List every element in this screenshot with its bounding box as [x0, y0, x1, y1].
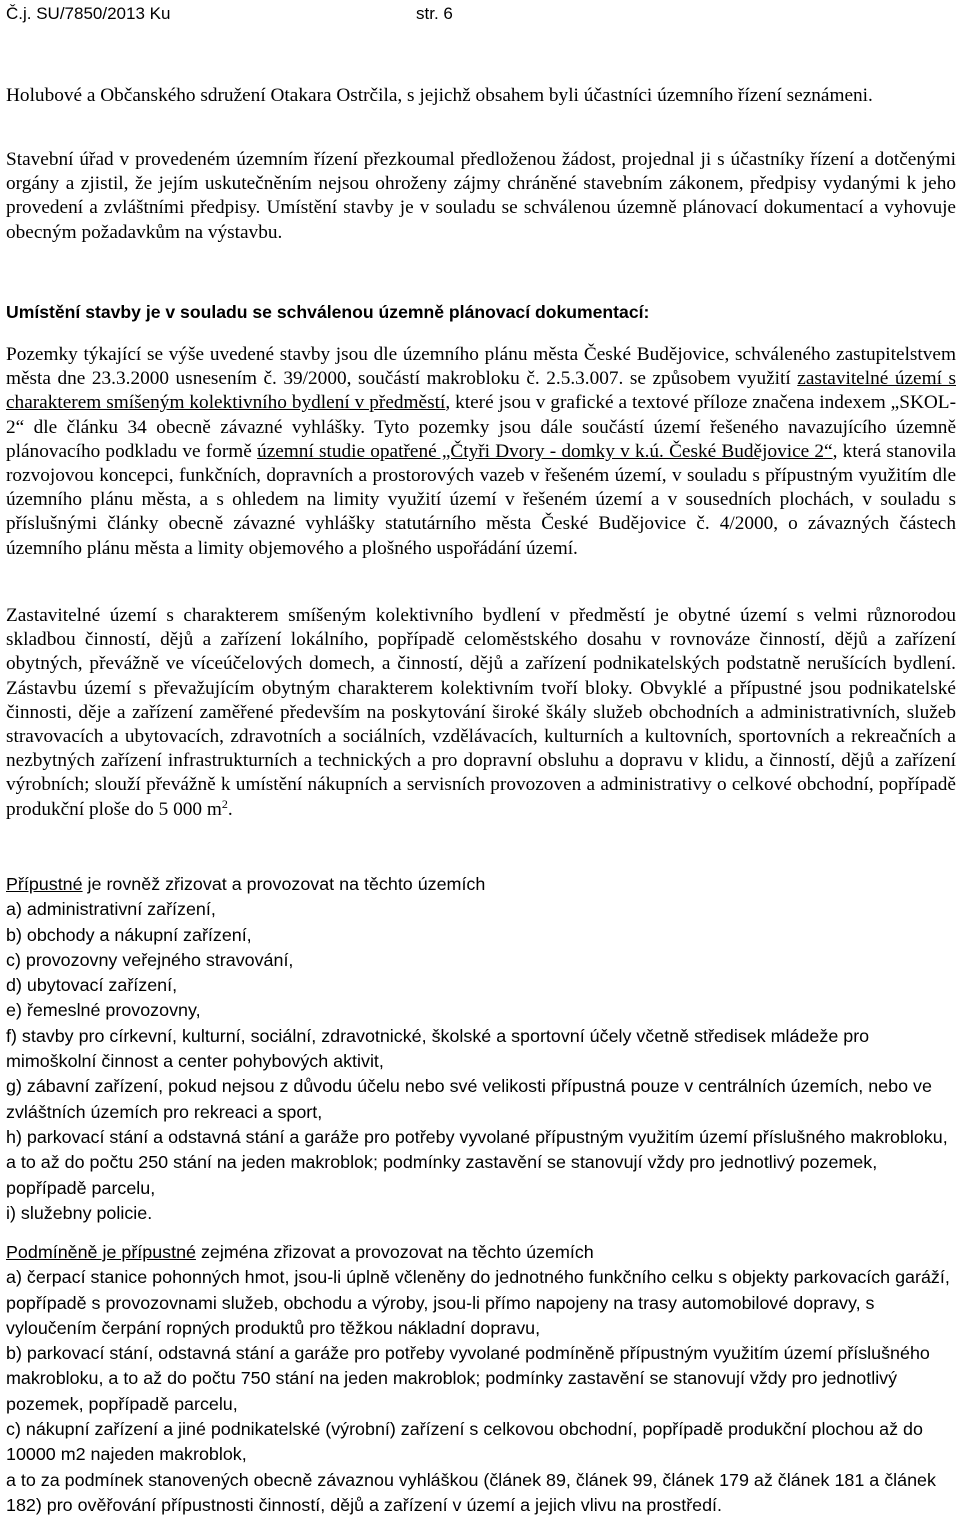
paragraph-area-description [6, 604, 956, 822]
superscript: 2 [221, 796, 228, 811]
zoning-text-3: , která stanovila rozvojovou koncepci, funkčních, dopravních a prostorových vazeb v řešeném území, v souladu s přípustným využitím dle územního plánu města, a s ohledem na limity využití území v řešeném území a v sousedních plochách, v souladu s příslušnými články obecně závazné vyhlášky statutárního města České Budějovice č. 4/2000, o závazných částech územního plánu města a limity objemového a plošného uspořádání území. [6, 440, 957, 559]
reference-number: Č.j. SU/7850/2013 Ku [6, 4, 171, 23]
allowed-item: f) stavby pro církevní, kulturní, sociální, zdravotnické, školské a sportovní účely včetně středisek mládeže pro mimoškolní činnost a center pohybových aktivit, [6, 1025, 870, 1072]
zoning-text-1: Pozemky týkající se výše uvedené stavby jsou dle územního plánu města České Budějovice, schváleného zastupitelstvem města dne 23.3.2000 usnesením č. 39/2000, součástí makrobloku č. 2.5.3.007. se způsobem využití [6, 344, 956, 390]
allowed-label: Přípustné [6, 874, 83, 894]
allowed-item: h) parkovací stání a odstavná stání a garáže pro potřeby vyvolané přípustným využitím území příslušného makrobloku, a to až do počtu 250 stání na jeden makroblok; podmínky zastavění se stanovují vždy pro jednotlivý pozemek, popřípadě parcelu, [6, 1126, 948, 1198]
paragraph-review: Stavební úřad v provedeném územním řízení přezkoumal předloženou žádost, projednal ji s účastníky řízení a dotčenými orgány a zjistil, že jejím uskutečněním nejsou ohroženy zájmy chráněné stavebním zákonem, předpisy vydanými k jeho provedení a zvláštními předpisy. Umístění stavby je v souladu se schválenou územně plánovací dokumentací a vyhovuje obecným požadavkům na výstavbu. [6, 149, 956, 243]
allowed-section [6, 872, 956, 1226]
allowed-item: e) řemeslné provozovny, [6, 1000, 201, 1021]
zoning-underlined-2: územní studie opatřené „Čtyři Dvory - domky v k.ú. České Budějovice 2“ [257, 440, 833, 462]
conditional-section [6, 1240, 956, 1518]
page-number: str. 6 [416, 4, 453, 23]
allowed-intro-text: je rovněž zřizovat a provozovat na těchto územích [82, 874, 486, 894]
allowed-item: d) ubytovací zařízení, [6, 975, 178, 996]
conditional-item: a) čerpací stanice pohonných hmot, jsou-li úplně včleněny do jednotného funkčního celku s objekty parkovacích garáží, popřípadě s provozovnami služeb, obchodu a výroby, jsou-li přímo napojeny na trasy automobilové dopravy, s vyloučením čerpání ropných produktů pro těžkou nákladní dopravu, [6, 1267, 950, 1338]
zoning-underlined-1: zastavitelné území s charakterem smíšeným kolektivního bydlení v předměstí [6, 368, 956, 414]
zoning-text-2: , které jsou v grafické a textové příloze značena indexem „SKOL-2“ dle článku 34 obecně závazné vyhlášky. Tyto pozemky jsou dále součástí území řešeného navazujícího územně plánovacího podkladu ve formě [6, 392, 956, 462]
conditional-label: Podmíněně je přípustné [6, 1242, 196, 1262]
paragraph-participants: Holubové a Občanského sdružení Otakara Ostrčila, s jejichž obsahem byli účastníci územního řízení seznámeni. [6, 85, 873, 106]
conditional-item: c) nákupní zařízení a jiné podnikatelské (výrobní) zařízení s celkovou obchodní, popřípadě produkční plochou až do 10000 m2 najeden makroblok, [6, 1419, 923, 1465]
conditional-item: b) parkovací stání, odstavná stání a garáže pro potřeby vyvolané podmíněně přípustným využitím území příslušného makrobloku, a to až do počtu 750 stání na jeden makroblok; podmínky zastavění se stanovují vždy pro jednotlivý pozemek, popřípadě parcelu, [6, 1343, 930, 1414]
conditional-intro [6, 1240, 956, 1265]
conditional-intro-text: zejména zřizovat a provozovat na těchto územích [195, 1242, 594, 1262]
area-description-end: . [227, 798, 233, 820]
section-heading: Umístění stavby je v souladu se schválenou územně plánovací dokumentací: [6, 302, 650, 322]
allowed-item: a) administrativní zařízení, [6, 899, 216, 920]
conditional-item: a to za podmínek stanovených obecně závaznou vyhláškou (článek 89, článek 99, článek 179 až článek 181 a článek 182) pro ověřování přípustnosti činností, dějů a zařízení v území a jejich vlivu na prostředí. [6, 1469, 936, 1515]
allowed-item: c) provozovny veřejného stravování, [6, 949, 294, 970]
paragraph-zoning [6, 343, 956, 561]
page-header [6, 4, 476, 24]
allowed-item: i) služebny policie. [6, 1202, 153, 1223]
allowed-item: b) obchody a nákupní zařízení, [6, 924, 252, 945]
allowed-item: g) zábavní zařízení, pokud nejsou z důvodu účelu nebo své velikosti přípustná pouze v centrálních územích, nebo ve zvláštních územích pro rekreaci a sport, [6, 1076, 932, 1122]
area-description-text: Zastavitelné území s charakterem smíšeným kolektivního bydlení v předměstí je obytné území s velmi různorodou skladbou činností, dějů a zařízení lokálního, popřípadě celoměstského dosahu v rovnováze činností, dějů a zařízení obytných, převážně ve víceúčelových domech, a činností, dějů a zařízení podnikatelských podstatně nerušících bydlení. Zástavbu území s převažujícím obytným charakterem kolektivním tvoří bloky. Obvyklé a přípustné jsou podnikatelské činnosti, děje a zařízení zaměřené především na poskytování široké škály služeb obchodních a administrativních, služeb stravovacích a ubytovacích, zdravotních a sociálních, vzdělávacích, kulturních a kultovních, sportovních a rekreačních a nezbytných zařízení infrastrukturních a technických a pro dopravní obsluhu a dopravu v klidu, a činností, dějů a zařízení výrobních; slouží převážně k umístění nákupních a servisních provozoven a administrativy o celkové obchodní, popřípadě produkční ploše do 5 000 m [6, 605, 956, 820]
allowed-intro [6, 872, 956, 897]
